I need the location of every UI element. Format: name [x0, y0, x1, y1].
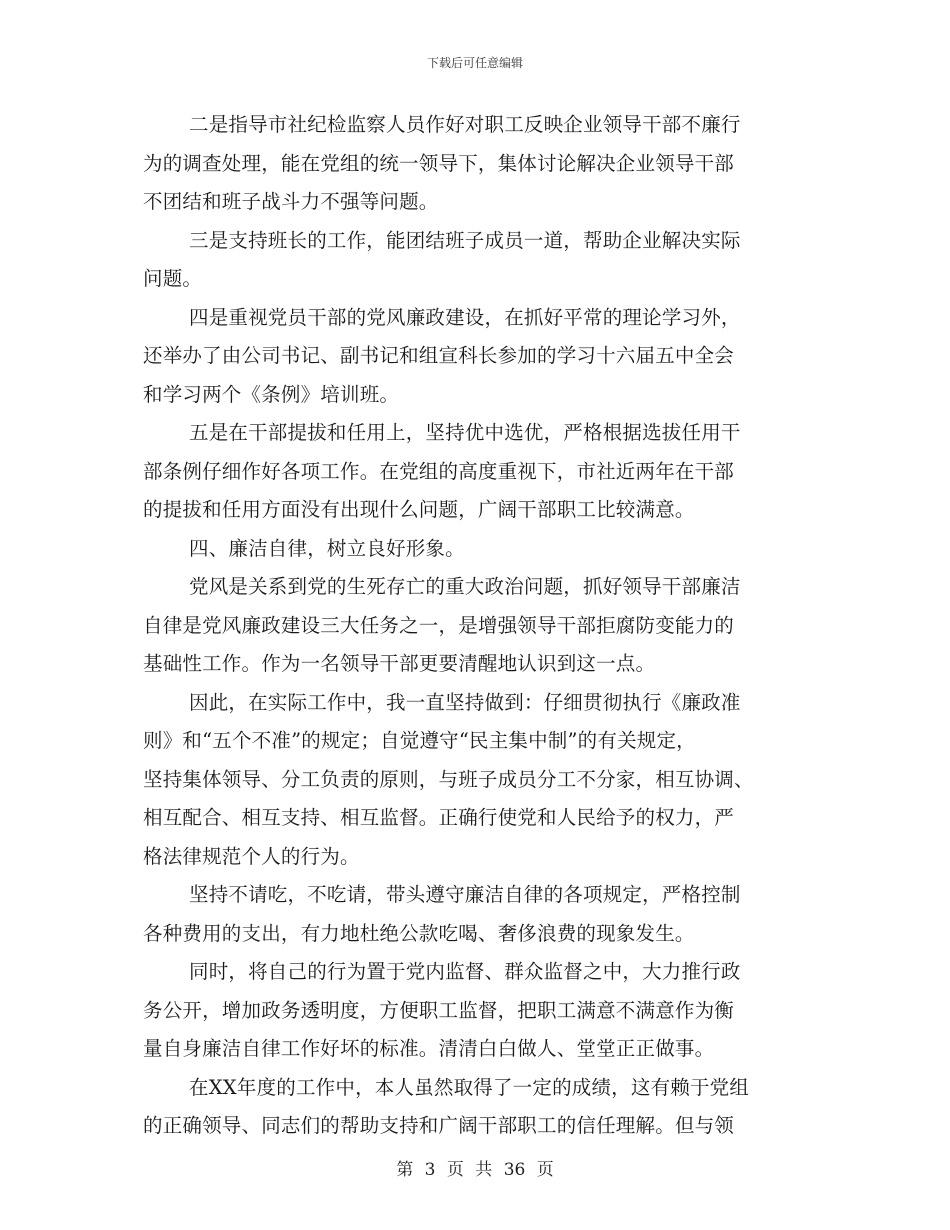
- page-footer: 第 3 页 共 36 页: [396, 1160, 554, 1180]
- text-line: 五是在干部提拔和任用上，坚持优中选优，严格根据选拔任用干: [189, 421, 741, 444]
- text-line: 还举办了由公司书记、副书记和组宣科长参加的学习十六届五中全会: [143, 344, 735, 367]
- text-line: 相互配合、相互支持、相互监督。正确行使党和人民给予的权力，严: [143, 806, 735, 829]
- text-line: 基础性工作。作为一名领导干部更要清醒地认识到这一点。: [143, 652, 656, 675]
- text-line: 和学习两个《条例》培训班。: [143, 382, 400, 406]
- document-body: [143, 106, 809, 1146]
- text-line: 则》和“五个不准”的规定；自觉遵守“民主集中制”的有关规定，: [143, 729, 696, 752]
- text-line: 二是指导市社纪检监察人员作好对职工反映企业领导干部不廉行: [189, 113, 741, 136]
- text-line: 不团结和班子战斗力不强等问题。: [143, 190, 439, 213]
- text-line: 量自身廉洁自律工作好坏的标准。清清白白做人、堂堂正正做事。: [143, 1037, 715, 1060]
- text-line: 自律是党风廉政建设三大任务之一，是增强领导干部拒腐防变能力的: [143, 613, 735, 637]
- text-line: 党风是关系到党的生死存亡的重大政治问题，抓好领导干部廉洁: [189, 575, 741, 598]
- section-heading: 四、廉洁自律，树立良好形象。: [189, 536, 465, 560]
- text-line: 格法律规范个人的行为。: [143, 844, 360, 868]
- text-line: 为的调查处理，能在党组的统一领导下，集体讨论解决企业领导干部: [143, 151, 735, 175]
- page-header: 下载后可任意编辑: [426, 56, 523, 70]
- text-line: 务公开，增加政务透明度，方便职工监督，把职工满意不满意作为衡: [143, 998, 735, 1022]
- text-line: 各种费用的支出，有力地杜绝公款吃喝、奢侈浪费的现象发生。: [143, 921, 695, 945]
- text-line: 在XX年度的工作中，本人虽然取得了一定的成绩，这有赖于党组: [189, 1075, 750, 1099]
- text-line: 的正确领导、同志们的帮助支持和广阔干部职工的信任理解。但与领: [143, 1114, 735, 1137]
- text-line: 三是支持班长的工作，能团结班子成员一道，帮助企业解决实际: [189, 228, 741, 252]
- text-line: 的提拔和任用方面没有出现什么问题，广阔干部职工比较满意。: [143, 498, 695, 521]
- text-line: 因此，在实际工作中，我一直坚持做到：仔细贯彻执行《廉政准: [189, 690, 741, 714]
- text-line: 同时，将自己的行为置于党内监督、群众监督之中，大力推行政: [189, 960, 741, 983]
- text-line: 问题。: [143, 267, 203, 290]
- text-line: 坚持不请吃，不吃请，带头遵守廉洁自律的各项规定，严格控制: [189, 883, 741, 906]
- text-line: 部条例仔细作好各项工作。在党组的高度重视下，市社近两年在干部: [143, 459, 735, 483]
- text-line: 坚持集体领导、分工负责的原则，与班子成员分工不分家，相互协调、: [143, 767, 754, 791]
- text-line: 四是重视党员干部的党风廉政建设，在抓好平常的理论学习外，: [189, 305, 741, 329]
